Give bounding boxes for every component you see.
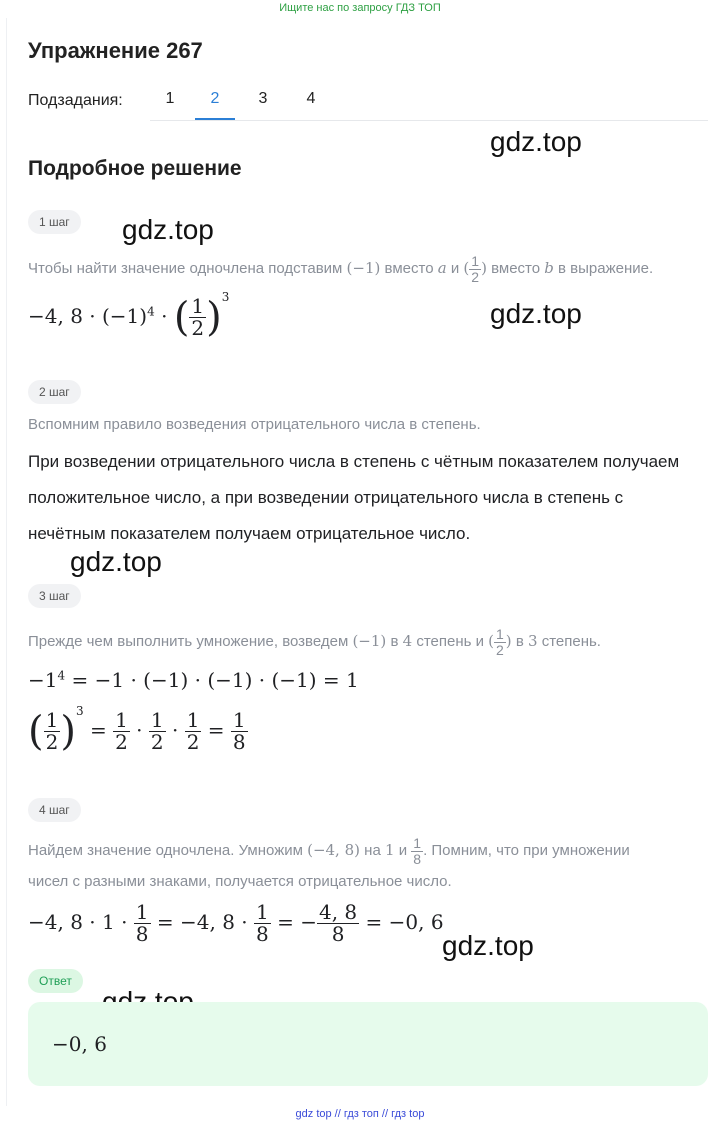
subtasks-label: Подзадания: <box>28 92 123 109</box>
watermark: gdz.top <box>70 546 162 577</box>
answer-box <box>28 1002 708 1086</box>
fraction: $\frac{1}{2}$ <box>115 708 128 754</box>
step-3-badge: 3 шаг <box>28 584 81 608</box>
answer-badge: Ответ <box>28 969 83 993</box>
tab-3[interactable]: 3 <box>258 90 268 107</box>
step-4-badge: 4 шаг <box>28 798 81 822</box>
fraction: $\frac{1}{2}$ <box>45 708 59 754</box>
step-3-equation-2: ( $\frac{1}{2}$ )$^3$ = $\frac{1}{2}$ · $\frac{1}{2}$ · $\frac{1}{2}$ = $\frac{1}{8}$ <box>28 704 246 755</box>
watermark: gdz.top <box>442 930 534 961</box>
answer-value: −0, 6 <box>52 1032 107 1056</box>
fraction: $\frac{1}{2}$ <box>496 626 504 658</box>
watermark: gdz.top <box>490 126 582 157</box>
tab-2[interactable]: 2 <box>210 90 220 107</box>
step-4-expression: −4, 8 · 1 · $\frac{1}{8}$ = −4, 8 · $\frac{1}{8}$ = − $\frac{4, 8}{8}$ = −0, 6 <box>28 900 444 946</box>
step-2-badge: 2 шаг <box>28 380 81 404</box>
exercise-title: Упражнение 267 <box>28 38 203 63</box>
fraction: $\frac{4, 8}{8}$ <box>318 900 358 946</box>
step-1-expression: −4, $8 \cdot (-1)^4$ · ( $\frac{1}{2}$ )$^3$ <box>28 290 230 341</box>
solution-heading: Подробное решение <box>28 157 242 180</box>
footer-links[interactable]: gdz top // гдз топ // гдз top <box>295 1108 425 1120</box>
tab-4[interactable]: 4 <box>306 90 316 107</box>
fraction: $\frac{1}{8}$ <box>413 835 422 867</box>
fraction: $\frac{1}{2}$ <box>191 294 205 340</box>
fraction: $\frac{1}{8}$ <box>232 708 246 754</box>
step-3-text: Прежде чем выполнить умножение, возведем (−1) в 4 степень и ( $\frac{1}{2}$ ) в 3 степень. <box>28 626 601 658</box>
fraction: $\frac{1}{2}$ <box>186 708 200 754</box>
step-1-badge: 1 шаг <box>28 210 81 234</box>
fraction: $\frac{1}{8}$ <box>135 900 149 946</box>
top-banner[interactable]: Ищите нас по запросу ГДЗ ТОП <box>279 2 441 14</box>
active-tab-indicator <box>195 118 235 120</box>
step-4-text-2: чисел с разными знаками, получается отрицательное число. <box>28 873 452 890</box>
fraction: $\frac{1}{2}$ <box>471 253 480 285</box>
step-4-text-1: Найдем значение одночлена. Умножим (−4, 8) на 1 и $\frac{1}{8}$ . Помним, что при умножении <box>28 835 630 867</box>
fraction: $\frac{1}{2}$ <box>150 708 164 754</box>
fraction: $\frac{1}{8}$ <box>256 900 269 946</box>
step-2-text: Вспомним правило возведения отрицательного числа в степень. <box>28 416 481 433</box>
subtask-tabs <box>150 84 708 121</box>
watermark: gdz.top <box>490 298 582 329</box>
watermark: gdz.top <box>122 214 214 245</box>
step-1-text: Чтобы найти значение одночлена подставим (−1) вместо a и ( $\frac{1}{2}$ ) вместо b в выражение. <box>28 253 654 285</box>
step-2-rule: При возведении отрицательного числа в степень с чётным показателем получаем положительное число, а при возведении отрицательного числа в степень с нечётным показателем получаем отрицательное число. <box>28 452 680 543</box>
step-3-equation-1: $-1^4 = -1 \cdot (-1) \cdot (-1) \cdot (-1) = 1$ <box>28 668 359 692</box>
tab-1[interactable]: 1 <box>165 90 175 107</box>
